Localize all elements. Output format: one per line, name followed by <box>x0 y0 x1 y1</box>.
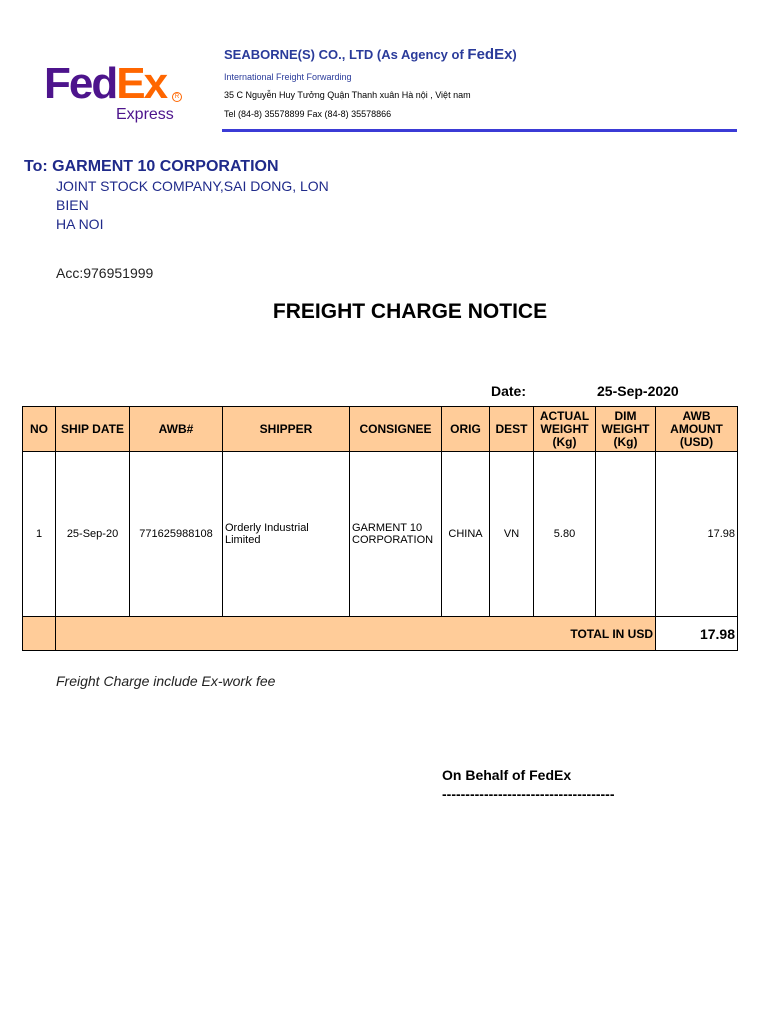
total-amount: 17.98 <box>656 617 738 651</box>
table-header-row <box>23 407 738 452</box>
column-header: DEST <box>490 407 534 452</box>
company-name: SEABORNE(S) CO., LTD (As Agency of FedEx) <box>224 46 517 63</box>
registered-mark-icon: R <box>172 92 182 102</box>
cell-dest: VN <box>490 452 534 617</box>
fedex-express-logo <box>44 59 184 126</box>
recipient-address-line-2: BIEN <box>56 197 89 213</box>
freight-charge-table <box>22 406 738 651</box>
total-label: TOTAL IN USD <box>56 617 656 651</box>
cell-consignee: GARMENT 10 CORPORATION <box>350 452 442 617</box>
column-header: CONSIGNEE <box>350 407 442 452</box>
date-label: Date: <box>491 383 527 399</box>
total-spacer <box>23 617 56 651</box>
cell-amount: 17.98 <box>656 452 738 617</box>
logo-wordmark: FedEx <box>44 59 167 108</box>
column-header: ACTUAL WEIGHT (Kg) <box>534 407 596 452</box>
freight-note: Freight Charge include Ex-work fee <box>56 673 276 689</box>
cell-orig: CHINA <box>442 452 490 617</box>
column-header: AWB AMOUNT (USD) <box>656 407 738 452</box>
document-title: FREIGHT CHARGE NOTICE <box>272 300 548 323</box>
header-divider <box>222 129 737 132</box>
cell-awb: 771625988108 <box>130 452 223 617</box>
signature-label: On Behalf of FedEx <box>442 767 572 783</box>
recipient-account: Acc:976951999 <box>56 265 154 281</box>
total-row <box>23 617 738 651</box>
column-header: ORIG <box>442 407 490 452</box>
column-header: DIM WEIGHT (Kg) <box>596 407 656 452</box>
cell-no: 1 <box>23 452 56 617</box>
column-header: SHIPPER <box>223 407 350 452</box>
recipient-address-line-3: HA NOI <box>56 216 104 232</box>
cell-actual-weight: 5.80 <box>534 452 596 617</box>
cell-shipper: Orderly Industrial Limited <box>223 452 350 617</box>
table-row <box>23 452 738 617</box>
column-header: SHIP DATE <box>56 407 130 452</box>
cell-ship-date: 25-Sep-20 <box>56 452 130 617</box>
cell-dim-weight <box>596 452 656 617</box>
date-value: 25-Sep-2020 <box>597 383 679 399</box>
signature-line: ------------------------------------- <box>442 786 615 802</box>
recipient-name: To: GARMENT 10 CORPORATION <box>24 158 279 175</box>
recipient-address-line-1: JOINT STOCK COMPANY,SAI DONG, LON <box>56 178 329 194</box>
company-subtitle: International Freight Forwarding <box>224 72 352 82</box>
company-phone-fax: Tel (84-8) 35578899 Fax (84-8) 35578866 <box>224 109 392 119</box>
column-header: AWB# <box>130 407 223 452</box>
logo-express-text: Express <box>116 106 174 123</box>
company-address: 35 C Nguyễn Huy Tưởng Quận Thanh xuân Hà nội , Việt nam <box>224 90 471 100</box>
column-header: NO <box>23 407 56 452</box>
